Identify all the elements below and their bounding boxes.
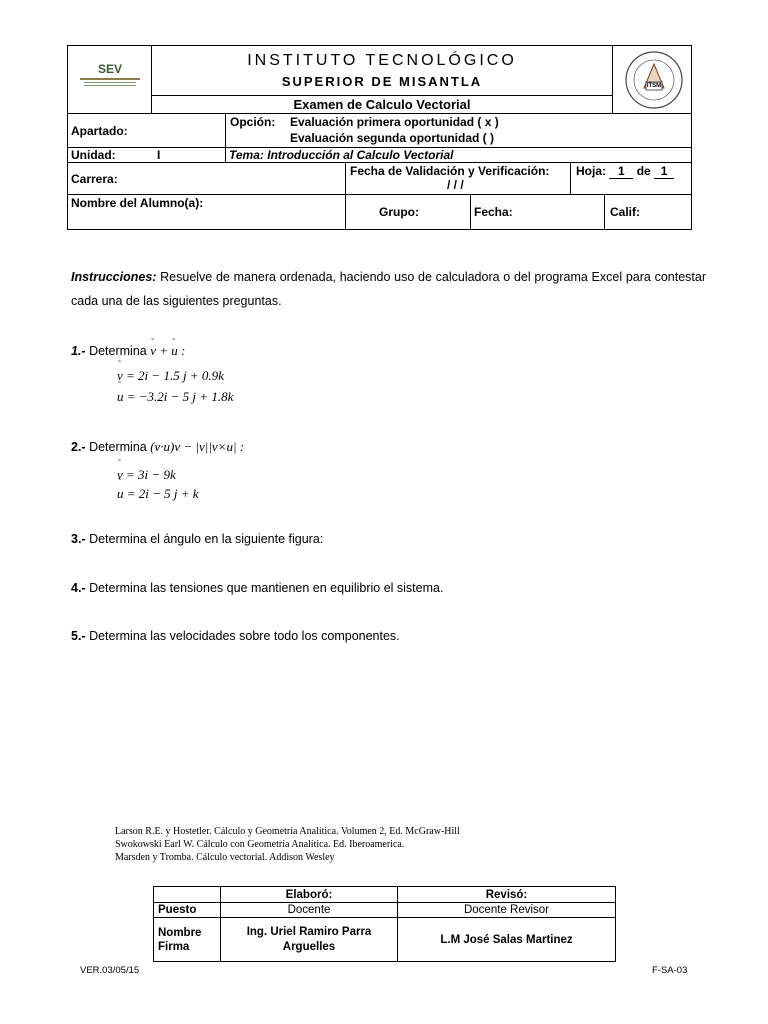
puesto-elaboro: Docente	[221, 903, 398, 918]
question-text: Determina	[85, 440, 151, 454]
reference-item: Larson R.E. y Hostetler. Cálculo y Geometría Analítica. Volumen 2, Ed. McGraw-Hill	[115, 826, 460, 837]
institute-subtitle: SUPERIOR DE MISANTLA	[281, 74, 483, 89]
version-code: VER.03/05/15	[80, 965, 140, 976]
tema-label: Tema:	[229, 148, 264, 162]
divider	[67, 113, 692, 114]
carrera-label: Carrera:	[71, 172, 118, 186]
opcion-segunda[interactable]: Evaluación segunda oportunidad ( )	[290, 131, 495, 145]
instructions-text: Resuelve de manera ordenada, haciendo uso de calculadora o del programa Excel para contestar cada una de las siguientes preguntas.	[71, 270, 706, 308]
question-text: Determina las velocidades sobre todo los componentes.	[85, 629, 400, 643]
puesto-label: Puesto	[154, 903, 221, 918]
question-1	[71, 339, 185, 363]
question-number: 1.-	[71, 344, 86, 358]
divider	[225, 113, 226, 162]
hoja-value: 1	[609, 164, 633, 179]
divider	[151, 95, 613, 96]
unidad-value: I	[157, 148, 161, 162]
hoja-field	[576, 164, 674, 179]
opcion-primera[interactable]: Evaluación primera oportunidad ( x )	[290, 115, 499, 129]
fecha-validacion-value: / / /	[447, 178, 464, 192]
q1-vector-v: ˜ v = 2i − 1.5 j + 0.9k	[117, 368, 224, 384]
question-5	[71, 624, 400, 648]
question-4	[71, 576, 443, 600]
apartado-label: Apartado:	[71, 124, 128, 138]
de-label: de	[636, 164, 651, 178]
fecha-label: Fecha:	[474, 205, 513, 219]
grupo-label: Grupo:	[379, 205, 419, 219]
q1-vector-u: ˜ u = −3.2i − 5 j + 1.8k	[117, 389, 233, 405]
question-text: Determina	[85, 344, 151, 358]
hoja-label: Hoja:	[576, 164, 606, 178]
divider	[604, 194, 605, 230]
reference-item: Marsden y Tromba. Cálculo vectorial. Addison Wesley	[115, 852, 335, 863]
tema-value: Introducción al Calculo Vectorial	[267, 148, 454, 162]
nombre-label: Nombre	[158, 926, 202, 939]
de-value: 1	[654, 164, 674, 179]
unidad-label: Unidad:	[71, 148, 116, 162]
divider	[67, 162, 692, 163]
firma-label: Firma	[158, 940, 190, 953]
references	[115, 825, 635, 864]
divider	[67, 194, 692, 195]
question-number: 2.-	[71, 440, 86, 454]
sev-logo: SEV	[74, 62, 146, 98]
instructions-label: Instrucciones:	[71, 270, 157, 284]
itsm-seal	[624, 50, 684, 110]
question-number: 5.-	[71, 629, 86, 643]
elaboro-header: Elaboró:	[221, 887, 398, 903]
calif-label: Calif:	[610, 205, 640, 219]
reference-item: Swokowski Earl W. Cálculo con Geometría Analítica. Ed. Iberoamerica.	[115, 839, 405, 850]
question-2	[71, 435, 244, 459]
nombre-reviso: L.M José Salas Martinez	[398, 918, 616, 962]
seal-abbrev: ITSM	[646, 83, 662, 89]
puesto-reviso: Docente Revisor	[398, 903, 616, 918]
fecha-validacion-label: Fecha de Validación y Verificación:	[350, 164, 550, 178]
q2-vector-u: ˜ u = 2i − 5 j + k	[117, 486, 199, 502]
nombre-alumno-label: Nombre del Alumno(a):	[71, 196, 204, 210]
tema-field	[229, 148, 454, 162]
question-number: 3.-	[71, 532, 86, 546]
divider	[470, 194, 471, 230]
question-text: Determina el ángulo en la siguiente figura:	[85, 532, 324, 546]
exam-title: Examen de Calculo Vectorial	[293, 97, 471, 112]
opcion-label: Opción:	[230, 115, 276, 129]
divider	[345, 162, 346, 230]
question-text: Determina las tensiones que mantienen en equilibrio el sistema.	[85, 581, 444, 595]
instructions	[71, 265, 706, 313]
q2-vector-v: ˜ v = 3i − 9k	[117, 467, 176, 483]
q1-expression: ˜ v + ˜ u :	[150, 343, 185, 358]
signatures-table	[153, 886, 616, 962]
nombre-firma-cell	[154, 918, 221, 962]
divider	[570, 162, 571, 194]
form-code: F-SA-03	[652, 965, 688, 976]
reviso-header: Revisó:	[398, 887, 616, 903]
institute-title: INSTITUTO TECNOLÓGICO	[247, 52, 517, 69]
q2-expression: (v·u)v − |v||v×u| :	[150, 439, 245, 454]
nombre-elaboro: Ing. Uriel Ramiro Parra Arguelles	[221, 918, 398, 962]
question-number: 4.-	[71, 581, 86, 595]
question-3	[71, 527, 323, 551]
